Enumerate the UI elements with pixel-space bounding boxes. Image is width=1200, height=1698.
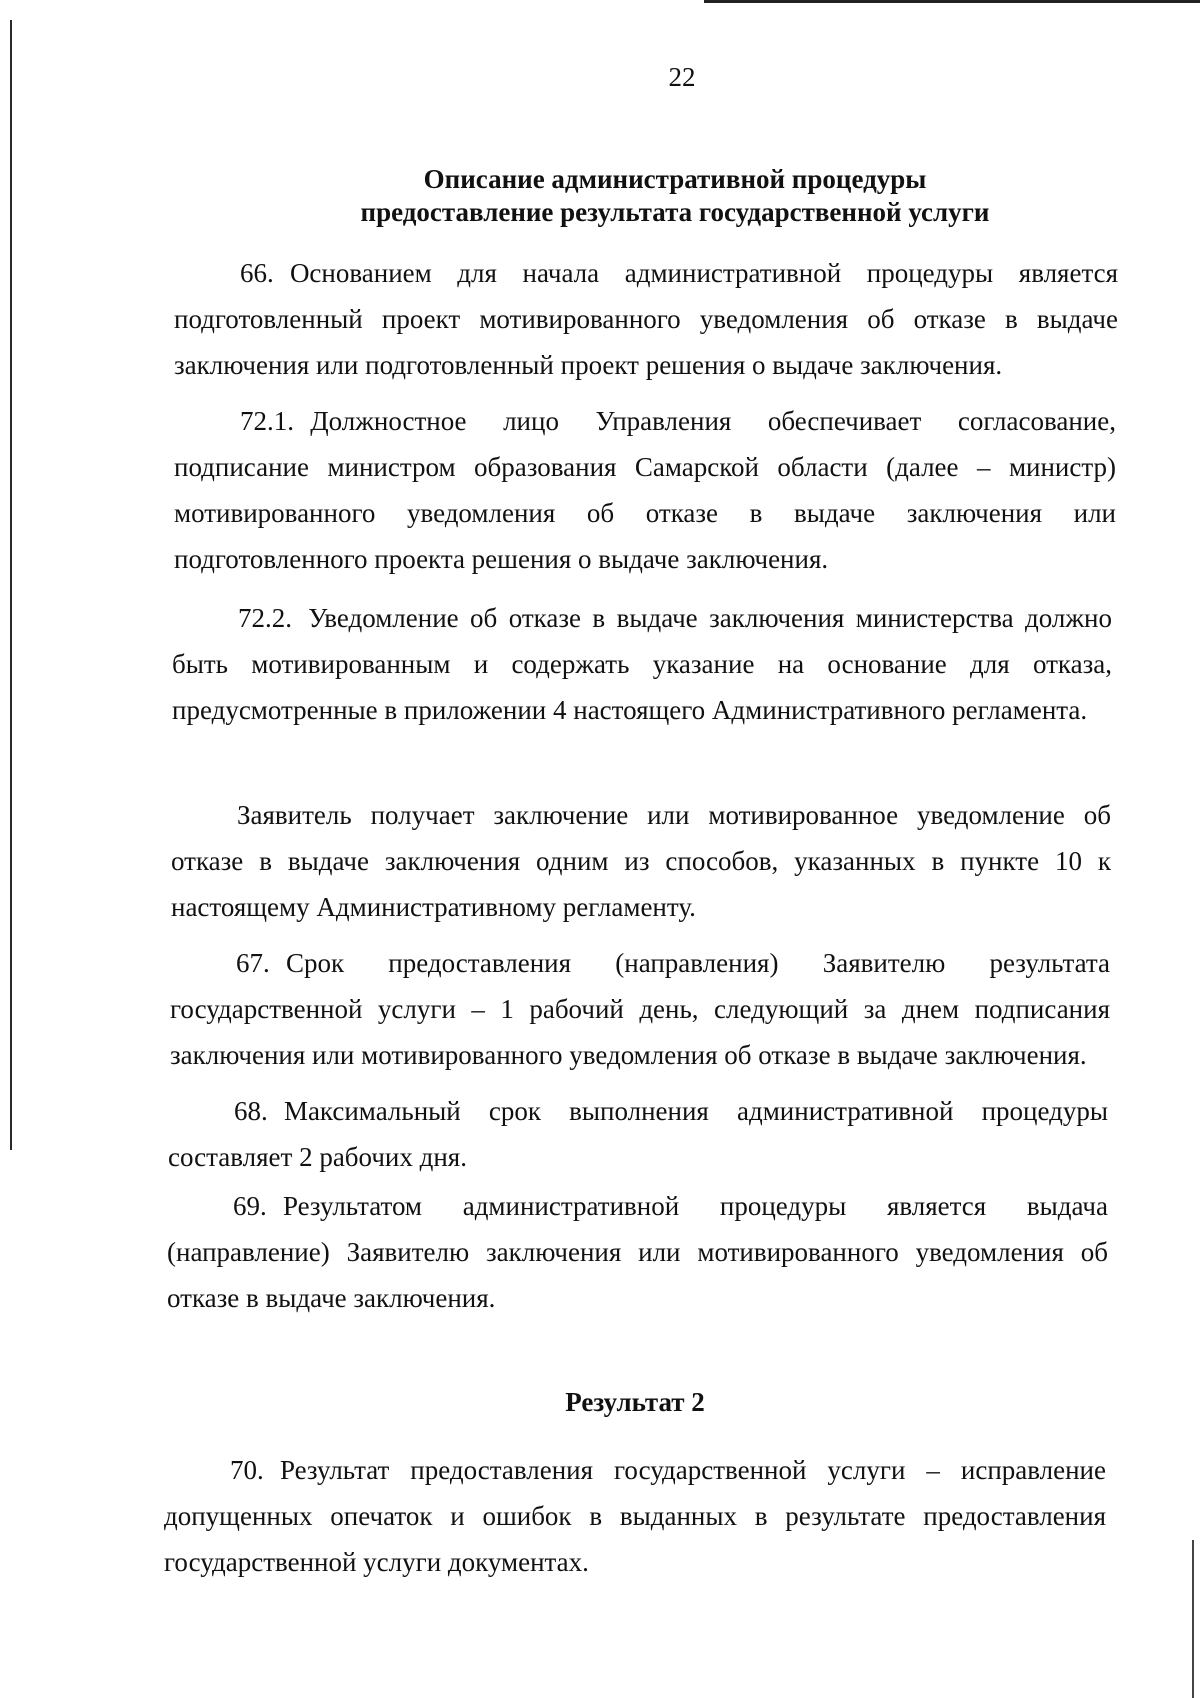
scan-edge-left	[10, 20, 12, 1150]
paragraph-number: 72.2.	[238, 603, 292, 633]
paragraph-66	[174, 250, 1118, 388]
paragraph-72-1	[174, 398, 1116, 582]
paragraph-applicant	[171, 792, 1111, 930]
paragraph-number: 69.	[233, 1191, 267, 1221]
paragraph-text: Максимальный срок выполнения административной процедуры составляет 2 рабочих дня.	[168, 1096, 1108, 1172]
paragraph-text: Результат предоставления государственной услуги – исправление допущенных опечаток и ошибок в выданных в результате предоставления государственной услуги документах.	[164, 1455, 1106, 1577]
section-heading-line-1: Описание административной процедуры	[423, 164, 927, 194]
paragraph-70	[164, 1447, 1106, 1585]
paragraph-text: Заявитель получает заключение или мотивированное уведомление об отказе в выдаче заключения одним из способов, указанных в пункте 10 к настоящему Административному регламенту.	[171, 800, 1111, 922]
paragraph-text: Результатом административной процедуры является выдача (направление) Заявителю заключения или мотивированного уведомления об отказе в выдаче заключения.	[167, 1191, 1108, 1313]
paragraph-number: 70.	[230, 1455, 264, 1485]
paragraph-number: 72.1.	[240, 406, 294, 436]
paragraph-number: 67.	[236, 948, 270, 978]
paragraph-text: Основанием для начала административной процедуры является подготовленный проект мотивированного уведомления об отказе в выдаче заключения или подготовленный проект решения о выдаче заключения.	[174, 258, 1118, 380]
page-number: 22	[668, 62, 696, 92]
scan-edge-right	[1192, 1540, 1194, 1698]
scan-edge-top	[704, 0, 1200, 3]
result-heading: Результат 2	[565, 1387, 705, 1417]
paragraph-text: Срок предоставления (направления) Заявителю результата государственной услуги – 1 рабочий день, следующий за днем подписания заключения или мотивированного уведомления об отказе в выдаче заключения.	[170, 948, 1110, 1070]
paragraph-72-2	[172, 595, 1112, 733]
paragraph-67	[170, 940, 1110, 1078]
paragraph-number: 66.	[240, 258, 274, 288]
paragraph-text: Уведомление об отказе в выдаче заключения министерства должно быть мотивированным и содержать указание на основание для отказа, предусмотренные в приложении 4 настоящего Административного регламента.	[172, 603, 1112, 725]
paragraph-68	[168, 1088, 1108, 1180]
paragraph-69	[167, 1183, 1108, 1321]
section-heading	[250, 163, 1100, 229]
paragraph-number: 68.	[234, 1096, 268, 1126]
section-heading-line-2: предоставление результата государственной услуги	[360, 197, 990, 227]
paragraph-text: Должностное лицо Управления обеспечивает согласование, подписание министром образования Самарской области (далее – министр) мотивированного уведомления об отказе в выдаче заключения или подготовленного проекта решения о выдаче заключения.	[174, 406, 1116, 574]
